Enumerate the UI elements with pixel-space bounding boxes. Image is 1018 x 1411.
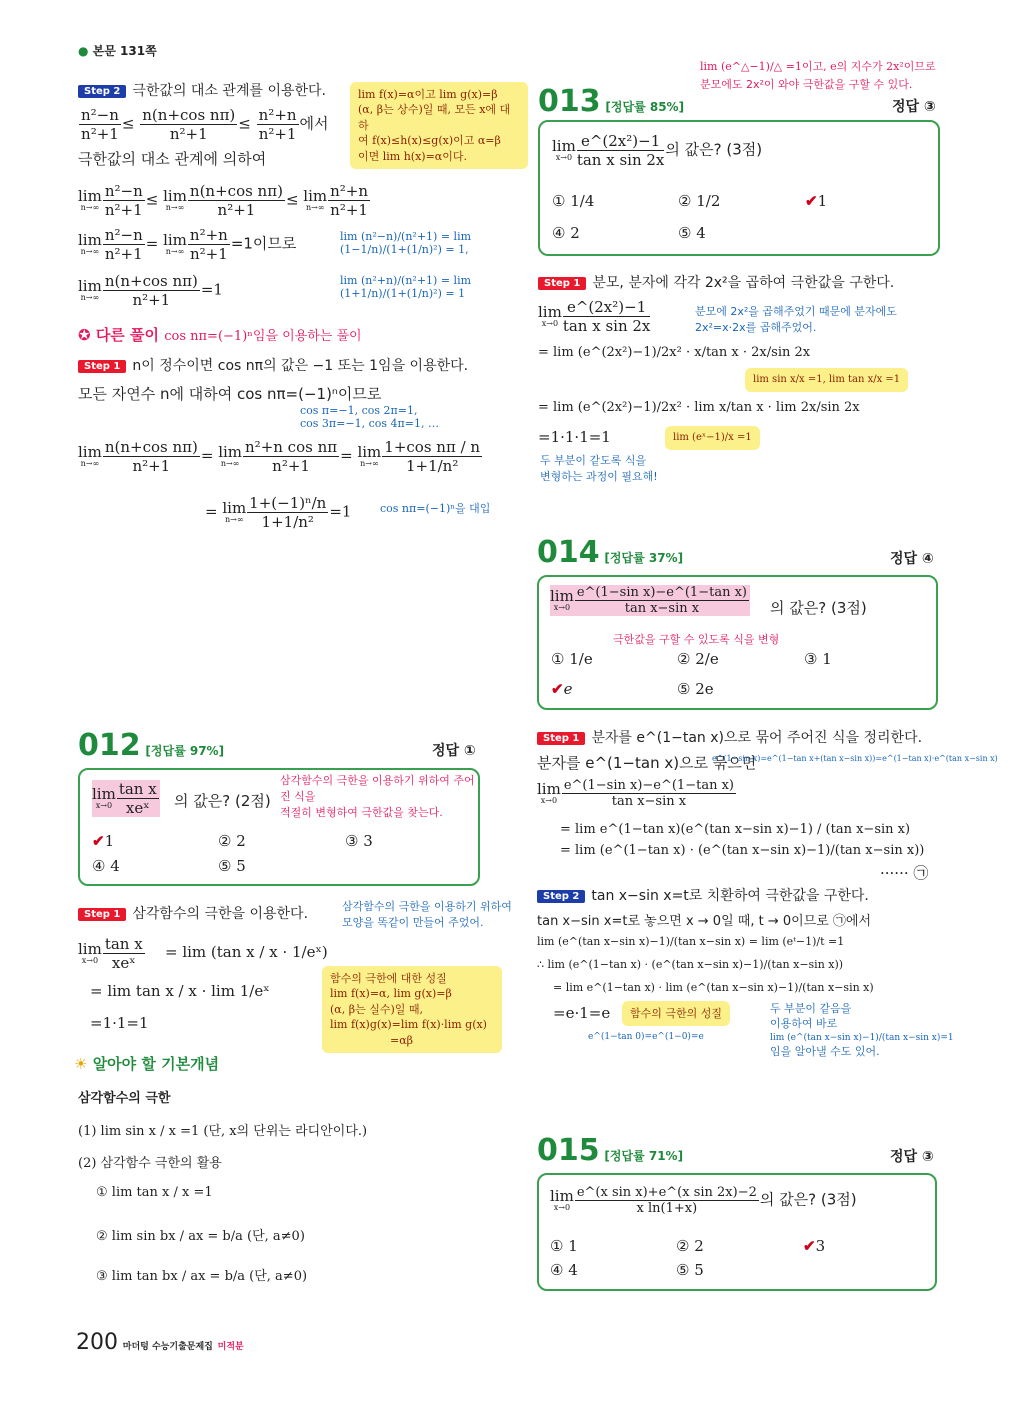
solution-line-1: = lim e^(1−tan x)(e^(tan x−sin x)−1) / (tan x−sin x) [560, 822, 911, 837]
question-text: 의 값은? (3점) [770, 599, 867, 617]
yellow-note-2: lim (eˣ−1)/x =1 [665, 426, 760, 450]
concept-title: ☀ 알아야 할 기본개념 [74, 1055, 220, 1073]
text-line: 모든 자연수 n에 대하여 cos nπ=(−1)ⁿ이므로 [78, 385, 382, 403]
problem-012-header: 012 [정답률 97%] [78, 728, 225, 763]
question-text: 의 값은? (2점) [174, 792, 271, 810]
choice-4-checked[interactable]: ✔e [551, 680, 573, 698]
solution-line-2: = lim tan x / x · lim 1/eˣ [90, 982, 270, 1000]
choice-4[interactable]: ④ 4 [92, 857, 120, 875]
choice-5[interactable]: ⑤ 2e [677, 680, 714, 698]
choice-4[interactable]: ④ 4 [550, 1261, 578, 1279]
step2-heading: Step 2 tan x−sin x=t로 치환하여 극한값을 구한다. [537, 885, 869, 905]
choice-5[interactable]: ⑤ 5 [218, 857, 246, 875]
choice-3[interactable]: ③ 1 [804, 650, 832, 668]
blue-note: e^(1−tan 0)=e^(1−0)=e [588, 1032, 704, 1042]
concept-item-2c: ③ lim tan bx / ax = b/a (단, a≠0) [96, 1269, 308, 1284]
footer: 200 마더텅 수능기출문제집 미적분 [76, 1330, 244, 1355]
alt-equation-2: = lim n→∞ $\frac{\text{1+(−1)ⁿ/n}}{\text{1+1/n²}}$ =1 [205, 494, 352, 531]
page-reference-text: 본문 131쪽 [92, 44, 157, 58]
concept-item-1: (1) lim sin x / x =1 (단, x의 단위는 라디안이다.) [78, 1124, 368, 1139]
text-line: tan x−sin x=t로 놓으면 x → 0일 때, t → 0이므로 ㉠에서 [537, 914, 872, 929]
concept-subtitle: 삼각함수의 극한 [78, 1091, 171, 1106]
alt-solution-title: ✪ 다른 풀이 cos nπ=(−1)ⁿ임을 이용하는 풀이 [78, 326, 362, 344]
concept-item-2: (2) 삼각함수 극한의 활용 [78, 1156, 222, 1171]
page-reference [78, 42, 157, 59]
checkmark-icon: ✔ [92, 832, 105, 850]
choice-2[interactable]: ② 2 [218, 832, 246, 850]
question-expression: lim x→0 $\frac{\text{e\textasciicircum{}(1−sin x)−e\textasciicircum{}(1−tan x)}}{\text{tan x−sin x}}$ [550, 585, 750, 616]
pink-note: 삼각함수의 극한을 이용하기 위하여 주어진 식을 적절히 변형하여 극한값을 찾는다. [280, 774, 475, 819]
step-title: 극한값의 대소 관계를 이용한다. [132, 83, 326, 99]
solution-line-3: lim (e^(tan x−sin x)−1)/(tan x−sin x) = lim (eᵗ−1)/t =1 [537, 935, 845, 948]
solution-line-2: = lim (e^(2x²)−1)/2x² · lim x/tan x · lim 2x/sin 2x [538, 400, 860, 415]
choice-1-checked[interactable]: ✔1 [92, 832, 115, 850]
question-expression: lim x→0 $\frac{\text{e\textasciicircum{}(x sin x)+e\textasciicircum{}(x sin 2x)−2}}{\text{x ln(1+x)}}$ 의 값은? (3점) [550, 1185, 857, 1216]
inequality: $\frac{\text{n²−n}}{\text{n²+1}}$ ≤ $\frac{\text{n(n+cos nπ)}}{\text{n²+1}}$ ≤ $\frac{\text{n²+n}}{\text{n²+1}}$ 에서 [81, 106, 329, 143]
step-badge: Step 2 [78, 85, 126, 98]
choice-4[interactable]: ④ 2 [552, 224, 580, 242]
checkmark-icon: ✔ [805, 192, 818, 210]
circle-bullet-icon: ● [78, 44, 89, 58]
yellow-note: 함수의 극한의 성질 [622, 1001, 730, 1026]
problem-015-header: 015 [정답률 71%] [537, 1133, 684, 1168]
yellow-note-1: lim sin x/x =1, lim tan x/x =1 [745, 368, 908, 392]
equation-tag: ······ ㉠ [880, 864, 929, 882]
solution-line-3: =1·1·1=1 [538, 428, 611, 446]
checkmark-icon: ✔ [551, 680, 564, 698]
solution-line-2: = lim (e^(1−tan x) · (e^(tan x−sin x)−1)/(tan x−sin x)) [560, 843, 925, 858]
step1-heading: Step 1 분모, 분자에 각각 2x²을 곱하여 극한값을 구한다. [538, 272, 894, 292]
choice-3-checked[interactable]: ✔1 [805, 192, 828, 210]
limit-property-note: 함수의 극한에 대한 성질 lim f(x)=α, lim g(x)=β (α, β는 실수)일 때, lim f(x)g(x)=lim f(x)·lim g(x) =αβ [322, 966, 502, 1053]
text-line: 극한값의 대소 관계에 의하여 [78, 150, 267, 168]
solution-line-4: ∴ lim (e^(1−tan x) · (e^(tan x−sin x)−1)/(tan x−sin x)) [537, 958, 844, 971]
problem-013-header: 013 [정답률 85%] [538, 84, 685, 119]
solution-line-6: =e·1=e [553, 1004, 611, 1022]
solution-line-1: = lim (e^(2x²)−1)/2x² · x/tan x · 2x/sin 2x [538, 345, 811, 360]
text-line: 분자를 e^(1−tan x)으로 묶으면 [537, 754, 757, 772]
choice-1[interactable]: ① 1/e [551, 650, 593, 668]
choice-5[interactable]: ⑤ 4 [678, 224, 706, 242]
lightbulb-icon: ☀ [74, 1055, 88, 1073]
concept-item-2b: ② lim sin bx / ax = b/a (단, a≠0) [96, 1229, 305, 1244]
blue-note: cos nπ=(−1)ⁿ을 대입 [380, 502, 491, 515]
choice-1[interactable]: ① 1/4 [552, 192, 595, 210]
limit-result: lim n→∞ $\frac{\text{n(n+cos nπ)}}{\text{n²+1}}$ =1 [78, 272, 223, 309]
solution-line-1: = lim (tan x / x · 1/eˣ) [165, 943, 328, 961]
choice-5[interactable]: ⑤ 5 [676, 1261, 704, 1279]
blue-side-note: 두 부분이 같음을 이용하여 바로 lim (e^(tan x−sin x)−1)/(tan x−sin x)=1 임을 알아낼 수도 있어. [770, 1002, 954, 1059]
problem-014-header: 014 [정답률 37%] [537, 535, 684, 570]
choice-2[interactable]: ② 2/e [677, 650, 719, 668]
star-icon: ✪ [78, 326, 91, 344]
checkmark-icon: ✔ [803, 1237, 816, 1255]
answer-label: 정답 ③ [890, 1149, 934, 1165]
pink-note: 극한값을 구할 수 있도록 식을 변형 [613, 633, 780, 646]
choice-3-checked[interactable]: ✔3 [803, 1237, 826, 1255]
step1-heading: Step 1 분자를 e^(1−tan x)으로 묶어 주어진 식을 정리한다. [537, 727, 922, 747]
choice-1[interactable]: ① 1 [550, 1237, 578, 1255]
step2-heading [78, 80, 326, 100]
blue-note-2: 두 부분이 같도록 식을 변형하는 과정이 필요해! [540, 454, 658, 483]
concept-item-2a: ① lim tan x / x =1 [96, 1185, 213, 1200]
limit-inequality: lim n→∞ $\frac{\text{n²−n}}{\text{n²+1}}$ ≤ lim n→∞ $\frac{\text{n(n+cos nπ)}}{\text{n²+1}}$ ≤ lim n→∞ $\frac{\text{n²+n}}{\text{n²+1}}$ [78, 182, 369, 219]
blue-note: 삼각함수의 극한을 이용하기 위하여 모양을 똑같이 만들어 주었어. [342, 900, 512, 929]
answer-label: 정답 ① [432, 743, 476, 759]
blue-note: cos π=−1, cos 2π=1, cos 3π=−1, cos 4π=1, … [300, 404, 439, 430]
blue-note-2: lim (n²+n)/(n²+1) = lim (1+1/n)/(1+(1/n)²) = 1 [340, 274, 472, 300]
alt-equation-1: lim n→∞ $\frac{\text{n(n+cos nπ)}}{\text{n²+1}}$ = lim n→∞ $\frac{\text{n²+n cos nπ}}{\text{n²+1}}$ = lim n→∞ $\frac{\text{1+cos nπ / n}}{\text{1+1/n²}}$ [78, 438, 481, 475]
question-expression: lim x→0 tan x xeˣ [92, 780, 160, 817]
alt-step-heading: Step 1 n이 정수이면 cos nπ의 값은 −1 또는 1임을 이용한다. [78, 355, 468, 375]
solution-line-5: = lim e^(1−tan x) · lim (e^(tan x−sin x)−1)/(tan x−sin x) [553, 981, 874, 994]
squeeze-theorem-note: lim f(x)=α이고 lim g(x)=β (α, β는 상수)일 때, 모든 x에 대하 여 f(x)≤h(x)≤g(x)이고 α=β 이면 lim h(x)=α이다. [350, 82, 528, 169]
solution-line-0: lim x→0 tan x xeˣ [78, 935, 143, 972]
blue-note: e^(1−sin x)=e^(1−tan x+(tan x−sin x))=e^(1−tan x)·e^(tan x−sin x) [712, 754, 998, 763]
solution-line-0: lim x→0 $\frac{\text{e\textasciicircum{}(2x²)−1}}{\text{tan x sin 2x}}$ [538, 298, 651, 335]
limit-equality: lim n→∞ $\frac{\text{n²−n}}{\text{n²+1}}$ = lim n→∞ $\frac{\text{n²+n}}{\text{n²+1}}$ =1이므로 [78, 226, 297, 263]
answer-label: 정답 ④ [890, 551, 934, 567]
pink-note-1: lim (e^△−1)/△ =1이고, e의 지수가 2x²이므로 [700, 60, 936, 73]
choice-2[interactable]: ② 2 [676, 1237, 704, 1255]
step1-heading: Step 1 삼각함수의 극한을 이용한다. [78, 903, 308, 923]
solution-line-3: =1·1=1 [90, 1014, 149, 1032]
blue-note-1: 분모에 2x²을 곱해주었기 때문에 분자에도 2x²=x·2x를 곱해주었어. [695, 305, 897, 334]
choice-2[interactable]: ② 1/2 [678, 192, 721, 210]
solution-lhs: lim x→0 $\frac{\text{e\textasciicircum{}(1−sin x)−e\textasciicircum{}(1−tan x)}}{\text{tan x−sin x}}$ [537, 778, 734, 809]
answer-label: 정답 ③ [892, 99, 936, 115]
question-expression: lim x→0 $\frac{\text{e\textasciicircum{}(2x²)−1}}{\text{tan x sin 2x}}$ 의 값은? (3점) [552, 132, 763, 169]
pink-note-2: 분모에도 2x²이 와야 극한값을 구할 수 있다. [700, 78, 913, 91]
choice-3[interactable]: ③ 3 [345, 832, 373, 850]
blue-note-1: lim (n²−n)/(n²+1) = lim (1−1/n)/(1+(1/n)²) = 1, [340, 230, 472, 256]
